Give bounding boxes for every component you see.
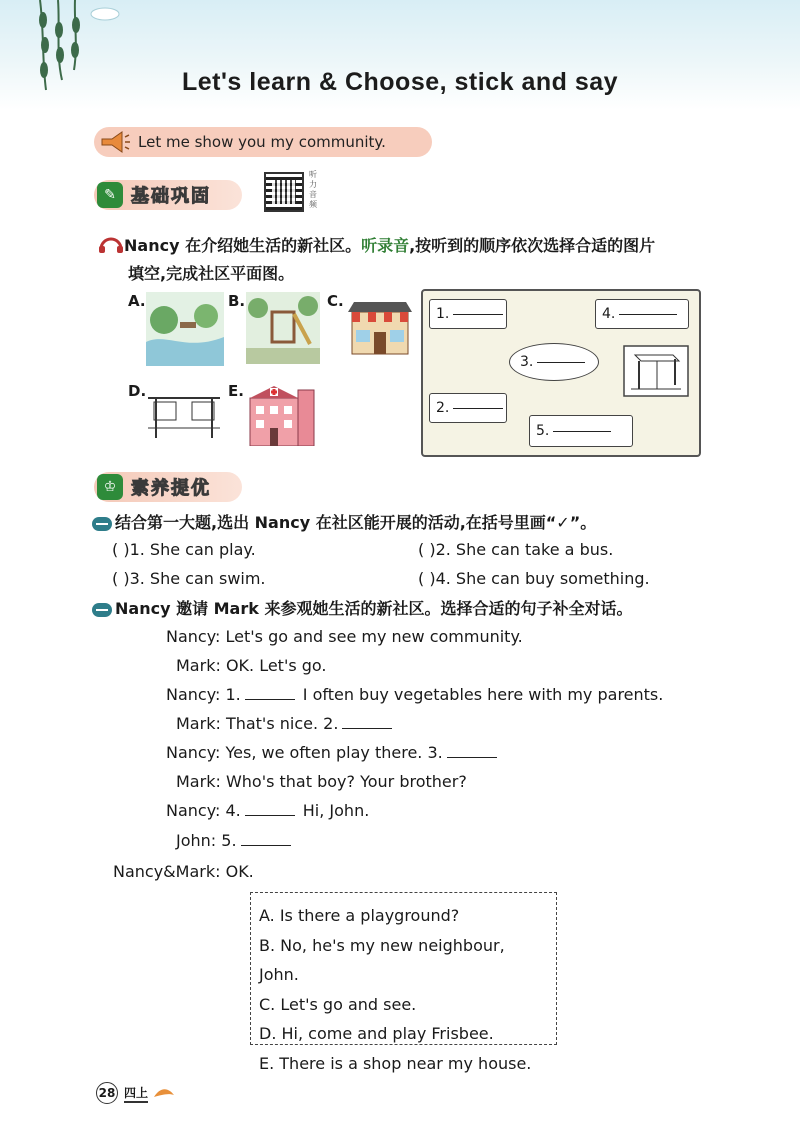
shelter-drawing (623, 345, 689, 397)
answer-options-box (250, 892, 557, 1073)
answer-blank-3[interactable] (447, 757, 497, 758)
page-number: 28 (96, 1082, 118, 1104)
question-2 (92, 510, 596, 533)
q3-instruction: Nancy 邀请 Mark 来参观她生活的新社区。选择合适的句子补全对话。 (115, 599, 633, 618)
picture-label-d: D. (128, 382, 147, 400)
section-advanced (94, 472, 242, 502)
picture-label-a: A. (128, 292, 146, 310)
section-basic (94, 180, 242, 210)
answer-blank-5[interactable] (241, 845, 291, 846)
number-badge-icon (92, 517, 112, 531)
dialogue-line: Nancy: 4. Hi, John. (166, 801, 370, 820)
bird-icon (152, 1085, 176, 1101)
number-badge-icon (92, 603, 112, 617)
playground-picture[interactable] (246, 292, 320, 364)
speech-banner (94, 127, 432, 157)
option-e: E. There is a shop near my house. (259, 1053, 532, 1073)
map-slot-3[interactable]: 3. (509, 343, 599, 381)
notebook-icon: ✎ (97, 182, 123, 208)
option-d: D. Hi, come and play Frisbee. (259, 1024, 494, 1043)
question-3 (92, 596, 632, 619)
page-footer (96, 1082, 176, 1104)
q2-instruction: 结合第一大题,选出 Nancy 在社区能开展的活动,在括号里画“✓”。 (115, 513, 597, 532)
qr-code[interactable] (264, 172, 304, 212)
trophy-icon: ♔ (97, 474, 123, 500)
qr-tag: 听力音频 (309, 170, 317, 209)
bus-stop-picture[interactable] (146, 384, 222, 440)
q1-text-c: ,按听到的顺序依次选择合适的图片 (409, 236, 656, 255)
dialogue-line: Mark: OK. Let's go. (176, 656, 327, 675)
q2-item-2[interactable]: ( )2. She can take a bus. (418, 540, 614, 559)
q1-text-line2: 填空,完成社区平面图。 (128, 264, 295, 283)
dialogue-line: Nancy: Yes, we often play there. 3. (166, 743, 497, 762)
picture-label-c: C. (327, 292, 344, 310)
question-1 (98, 232, 738, 288)
community-map (421, 289, 701, 457)
shop-picture[interactable] (348, 298, 412, 356)
picture-label-b: B. (228, 292, 246, 310)
option-c: C. Let's go and see. (259, 994, 417, 1014)
dialogue-line: John: 5. (176, 831, 291, 850)
speech-text: Let me show you my community. (138, 133, 386, 151)
answer-blank-1[interactable] (245, 699, 295, 700)
option-b: B. No, he's my new neighbour, John. (259, 935, 505, 984)
dialogue-line: Mark: Who's that boy? Your brother? (176, 772, 467, 791)
section-basic-label: 基础巩固 (131, 186, 211, 207)
q2-item-4[interactable]: ( )4. She can buy something. (418, 569, 650, 588)
answer-blank-2[interactable] (342, 728, 392, 729)
picture-label-e: E. (228, 382, 244, 400)
map-slot-5[interactable]: 5. (529, 415, 633, 447)
headphone-icon (98, 236, 124, 254)
option-a: A. Is there a playground? (259, 906, 460, 925)
map-slot-1[interactable]: 1. (429, 299, 507, 329)
q1-text-a: Nancy 在介绍她生活的新社区。 (124, 236, 362, 255)
grade-label: 四上 (124, 1084, 148, 1103)
q2-item-1[interactable]: ( )1. She can play. (112, 540, 256, 559)
map-slot-2[interactable]: 2. (429, 393, 507, 423)
river-park-picture[interactable] (146, 292, 224, 366)
megaphone-icon (98, 129, 132, 155)
map-slot-4[interactable]: 4. (595, 299, 689, 329)
page-title: Let's learn & Choose, stick and say (181, 68, 619, 96)
dialogue-line: Nancy: Let's go and see my new community. (166, 627, 523, 646)
dialogue-line: Nancy: 1. I often buy vegetables here with my parents. (166, 685, 664, 704)
section-advanced-label: 素养提优 (131, 478, 211, 499)
dialogue-line: Nancy&Mark: OK. (113, 862, 254, 881)
answer-blank-4[interactable] (245, 815, 295, 816)
q1-text-b: 听录音 (361, 236, 410, 255)
q2-item-3[interactable]: ( )3. She can swim. (112, 569, 266, 588)
dialogue-line: Mark: That's nice. 2. (176, 714, 392, 733)
hospital-picture[interactable] (246, 384, 318, 446)
